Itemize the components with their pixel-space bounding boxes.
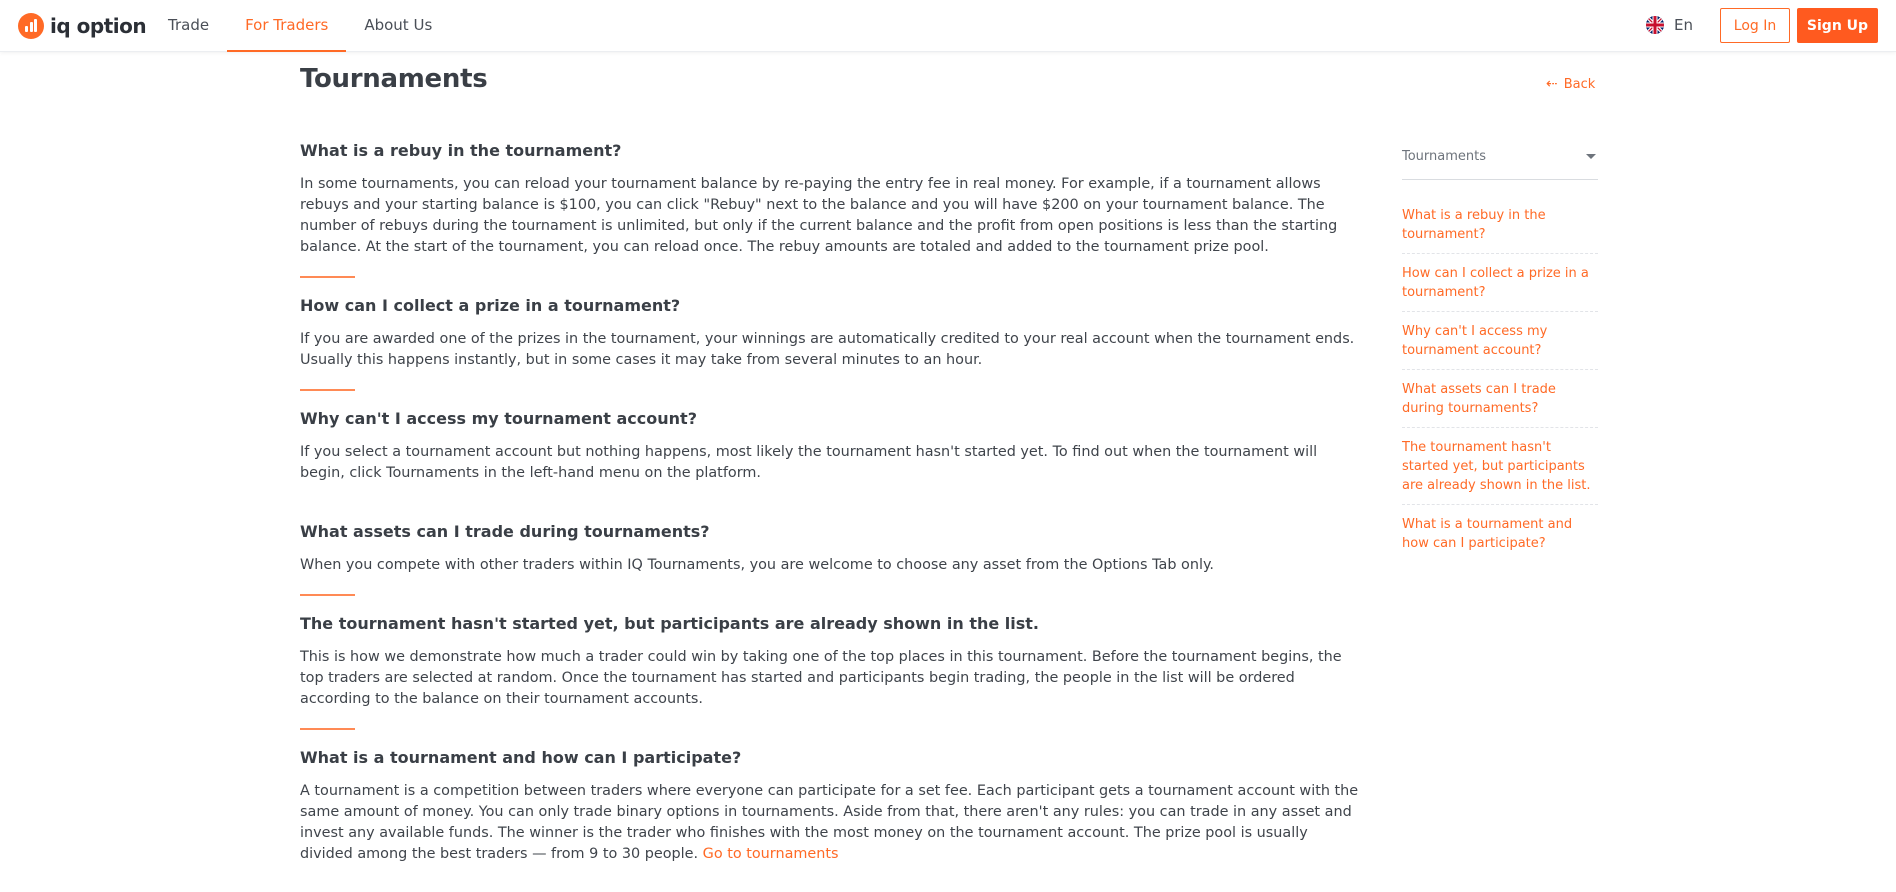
nav-item-for-traders[interactable]: For Traders bbox=[227, 0, 346, 52]
faq-question: The tournament hasn't started yet, but participants are already shown in the list. bbox=[300, 614, 1039, 633]
faq-item bbox=[300, 408, 1360, 484]
toc-item[interactable]: What is a tournament and how can I participate? bbox=[1402, 517, 1573, 551]
back-label: Back bbox=[1563, 76, 1596, 92]
faq-answer: If you select a tournament account but nothing happens, most likely the tournament hasn't started yet. To find out when the tournament will begin, click Tournaments in the left-hand menu on the platform. bbox=[300, 444, 1318, 481]
top-navigation-bar bbox=[0, 0, 1896, 52]
faq-item bbox=[300, 613, 1360, 710]
faq-divider bbox=[300, 594, 355, 596]
main-nav bbox=[150, 0, 450, 52]
language-selector[interactable] bbox=[1646, 15, 1693, 35]
nav-item-about-us[interactable]: About Us bbox=[364, 16, 433, 34]
faq-divider bbox=[300, 389, 355, 391]
faq-answer: A tournament is a competition between traders where everyone can participate for a set fee. Each participant gets a tournament account with the same amount of money. You can only trade binary options in tournaments. Aside from that, there aren't any rules: you can trade in any asset and invest any available funds. The winner is the trader who finishes with the most money on the tournament account. The prize pool is usually divided among the best traders — from 9 to 30 people. bbox=[300, 783, 1359, 862]
go-to-tournaments-link[interactable]: Go to tournaments bbox=[702, 846, 839, 862]
category-dropdown[interactable] bbox=[1402, 140, 1598, 180]
signup-button[interactable]: Sign Up bbox=[1797, 8, 1878, 43]
faq-answer: If you are awarded one of the prizes in the tournament, your winnings are automatically credited to your real account when the tournament ends. Usually this happens instantly, but in some cases it may take from several minutes to an hour. bbox=[300, 331, 1355, 368]
faq-divider bbox=[300, 728, 355, 730]
toc-item[interactable]: What assets can I trade during tournaments? bbox=[1402, 380, 1598, 428]
back-link[interactable] bbox=[1546, 76, 1595, 92]
toc-item[interactable]: Why can't I access my tournament account? bbox=[1402, 322, 1598, 370]
faq-question: What is a tournament and how can I participate? bbox=[300, 748, 742, 767]
faq-question: Why can't I access my tournament account? bbox=[300, 409, 697, 428]
iq-option-logo-icon bbox=[18, 13, 44, 39]
logo-text: iq option bbox=[50, 14, 147, 38]
iq-option-logo[interactable] bbox=[18, 13, 146, 39]
toc-item[interactable]: The tournament hasn't started yet, but participants are already shown in the list. bbox=[1402, 438, 1598, 505]
faq-answer: When you compete with other traders within IQ Tournaments, you are welcome to choose any asset from the Options Tab only. bbox=[300, 557, 1214, 573]
faq-item bbox=[300, 140, 1360, 258]
arrow-left-icon: ⇠ bbox=[1546, 76, 1558, 92]
faq-item bbox=[300, 521, 1360, 576]
faq-item bbox=[300, 747, 1360, 865]
language-label: En bbox=[1674, 16, 1693, 34]
faq-answer: In some tournaments, you can reload your tournament balance by re-paying the entry fee in real money. For example, if a tournament allows rebuys and your starting balance is $100, you can click "Rebuy" next to the balance and you will have $200 on your tournament balance. The number of rebuys during the tournament is unlimited, but only if the current balance and the profit from open positions is less than the starting balance. At the start of the tournament, you can reload once. The rebuy amounts are totaled and added to the tournament prize pool. bbox=[300, 176, 1338, 255]
faq-divider bbox=[300, 276, 355, 278]
faq-spacer bbox=[300, 484, 1360, 521]
toc-item[interactable]: How can I collect a prize in a tournament? bbox=[1402, 264, 1598, 312]
faq-content bbox=[300, 140, 1360, 865]
nav-item-trade[interactable]: Trade bbox=[168, 16, 210, 34]
toc-item[interactable]: What is a rebuy in the tournament? bbox=[1402, 206, 1598, 254]
login-button[interactable]: Log In bbox=[1720, 8, 1790, 43]
toc-list bbox=[1402, 206, 1598, 562]
sidebar-toc bbox=[1402, 140, 1598, 572]
faq-item bbox=[300, 295, 1360, 371]
faq-answer-container bbox=[300, 781, 1360, 865]
faq-question: What assets can I trade during tournaments? bbox=[300, 522, 710, 541]
faq-answer: This is how we demonstrate how much a trader could win by taking one of the top places in this tournament. Before the tournament begins, the top traders are selected at random. Once the tournament has started and participants begin trading, the people in the list will be ordered according to the balance on their tournament accounts. bbox=[300, 649, 1342, 707]
page-title: Tournaments bbox=[300, 64, 488, 94]
uk-flag-icon bbox=[1646, 16, 1664, 34]
faq-question: How can I collect a prize in a tournament? bbox=[300, 296, 681, 315]
faq-question: What is a rebuy in the tournament? bbox=[300, 141, 622, 160]
caret-down-icon bbox=[1586, 154, 1596, 159]
category-dropdown-label: Tournaments bbox=[1402, 149, 1487, 164]
